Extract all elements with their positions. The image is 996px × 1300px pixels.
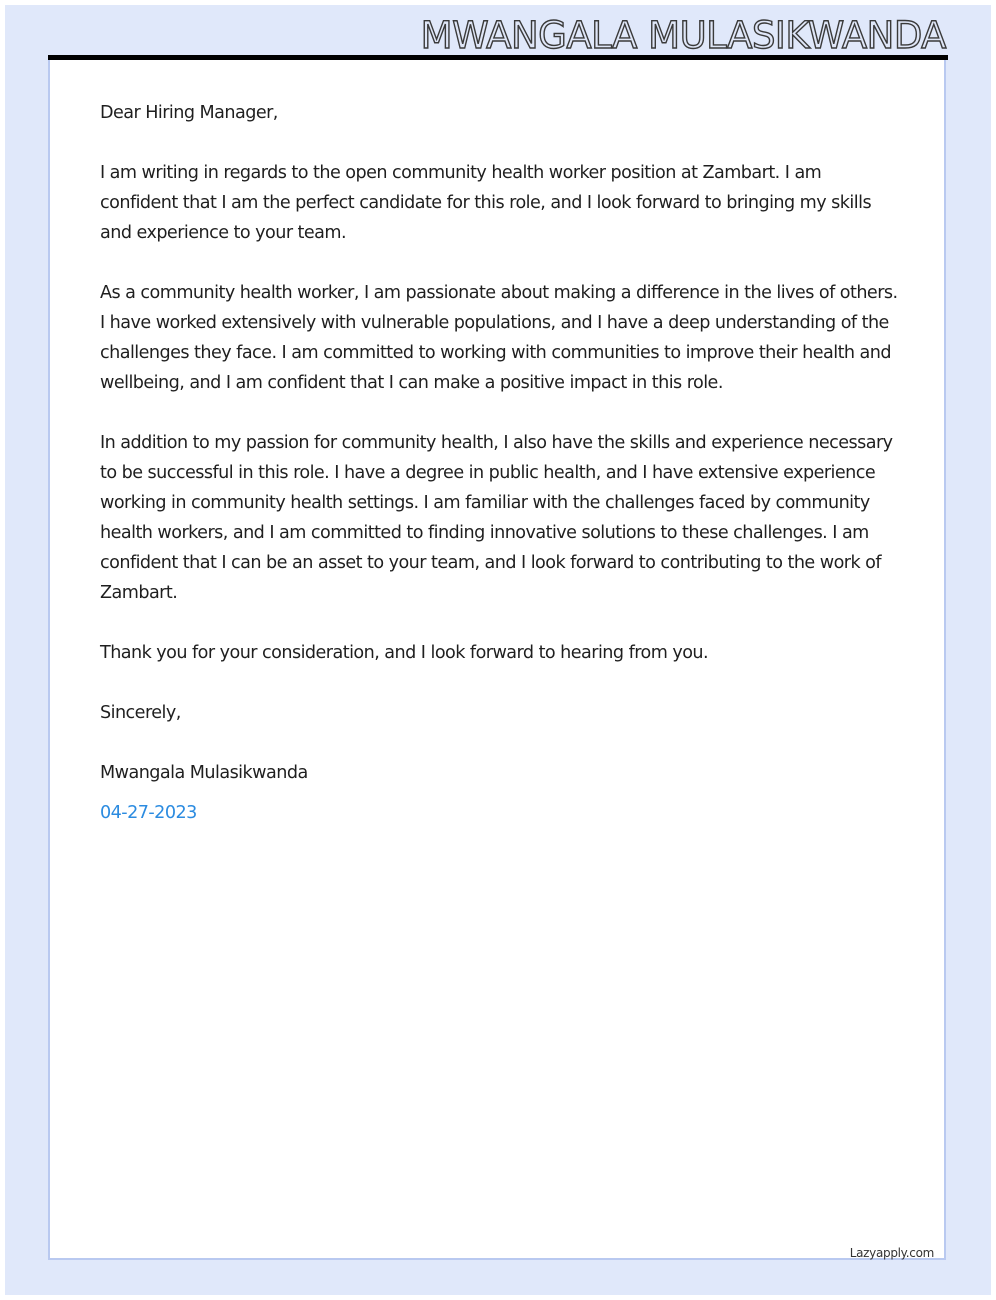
letter-paragraph: In addition to my passion for community health, I also have the skills and experience necessary to be successful in this role. I have a degree in public health, and I have extensive experience working in community health settings. I am familiar with the challenges faced by community health workers, and I am committed to finding innovative solutions to these challenges. I am confident that I can be an asset to your team, and I look forward to contributing to the work of Zambart.	[100, 433, 893, 603]
letter-paragraph: As a community health worker, I am passionate about making a difference in the lives of others. I have worked extensively with vulnerable populations, and I have a deep understanding of the challenges they face. I am committed to working with communities to improve their health and wellbeing, and I am confident that I can make a positive impact in this role.	[100, 283, 898, 393]
letter-signature: Mwangala Mulasikwanda	[100, 763, 308, 783]
letter-paragraph: Thank you for your consideration, and I look forward to hearing from you.	[100, 643, 709, 663]
letter-paragraph: I am writing in regards to the open community health worker position at Zambart. I am confident that I am the perfect candidate for this role, and I look forward to bringing my skills and experience to your team.	[100, 163, 872, 243]
letter-closing: Sincerely,	[100, 703, 181, 723]
letter-greeting: Dear Hiring Manager,	[100, 103, 278, 123]
letter-body	[100, 98, 900, 828]
applicant-name-header: MWANGALA MULASIKWANDA	[420, 14, 946, 57]
letter-date: 04-27-2023	[100, 803, 197, 823]
footer-watermark: Lazyapply.com	[849, 1246, 934, 1260]
